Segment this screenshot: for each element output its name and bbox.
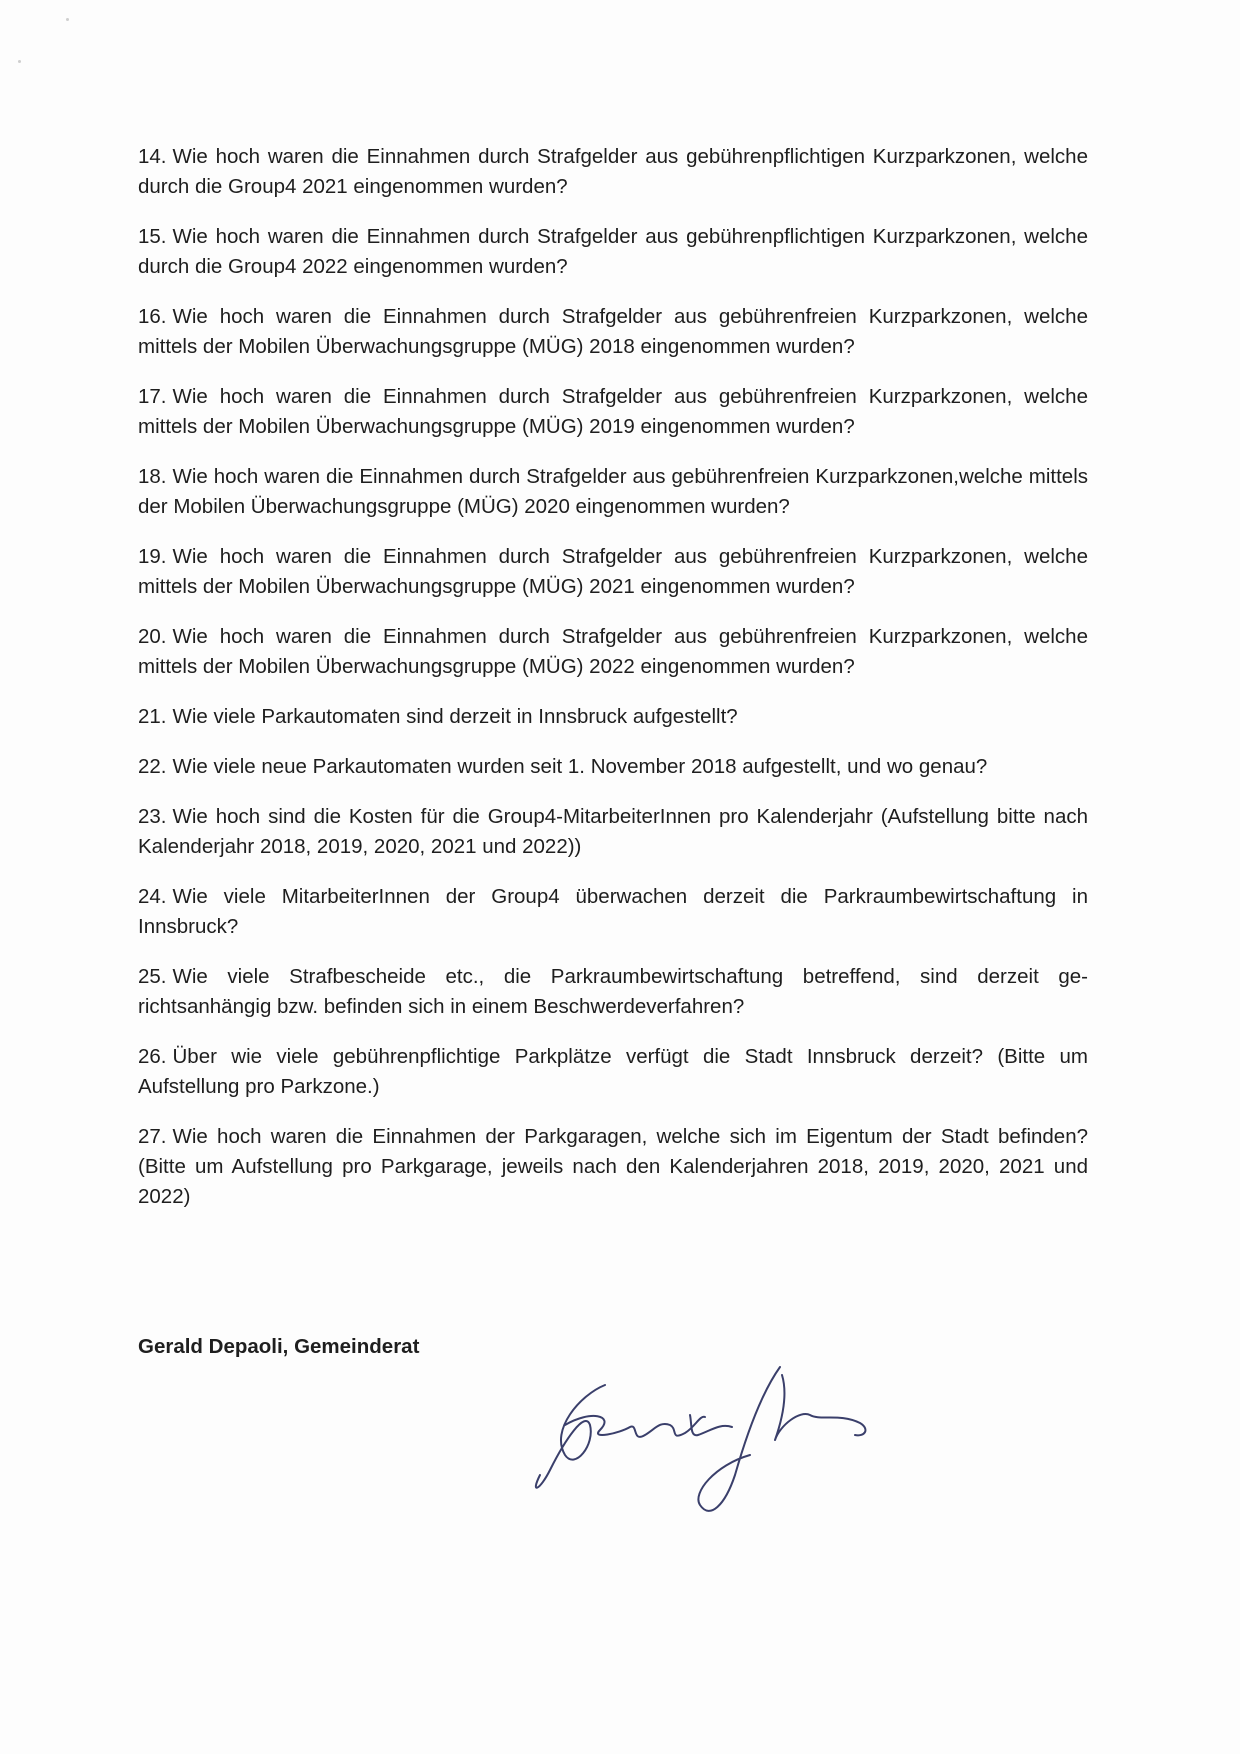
question-text: Wie hoch waren die Einnahmen durch Strafgelder aus gebührenfreien Kurzparkzonen, welche mittels der Mobilen Überwachungsgruppe (MÜG) 2018 eingenommen wurden?	[138, 305, 1088, 358]
question-text: Wie viele MitarbeiterInnen der Group4 überwachen derzeit die Parkraumbewirtschaftung in Innsbruck?	[138, 885, 1088, 938]
question-item	[138, 222, 1088, 282]
question-item	[138, 462, 1088, 522]
question-item	[138, 1042, 1088, 1102]
question-text: Wie hoch waren die Einnahmen durch Strafgelder aus gebührenpflichtigen Kurzparkzonen, welche durch die Group4 2021 eingenommen wurden?	[138, 145, 1088, 198]
question-item	[138, 142, 1088, 202]
question-item	[138, 962, 1088, 1022]
question-item	[138, 542, 1088, 602]
question-text: Wie hoch waren die Einnahmen durch Strafgelder aus gebührenfreien Kurzparkzonen, welche mittels der Mobilen Überwachungsgruppe (MÜG) 2019 eingenommen wurden?	[138, 385, 1088, 438]
question-number: 17.	[138, 385, 167, 408]
question-item	[138, 882, 1088, 942]
question-number: 16.	[138, 305, 167, 328]
question-text: Wie hoch waren die Einnahmen durch Strafgelder aus gebührenpflichtigen Kurzparkzonen, welche durch die Group4 2022 eingenommen wurden?	[138, 225, 1088, 278]
question-text: Wie viele Parkautomaten sind derzeit in Innsbruck aufgestellt?	[172, 705, 738, 728]
question-number: 23.	[138, 805, 167, 828]
question-number: 14.	[138, 145, 167, 168]
handwritten-signature-icon	[520, 1355, 940, 1525]
question-item	[138, 802, 1088, 862]
question-number: 24.	[138, 885, 167, 908]
scan-speck	[18, 60, 21, 63]
question-number: 22.	[138, 755, 167, 778]
question-text: Wie hoch waren die Einnahmen durch Strafgelder aus gebührenfreien Kurzparkzonen, welche mittels der Mobilen Überwachungsgruppe (MÜG) 2021 eingenommen wurden?	[138, 545, 1088, 598]
question-number: 26.	[138, 1045, 167, 1068]
author-signature-line: Gerald Depaoli, Gemeinderat	[138, 1335, 420, 1358]
question-number: 21.	[138, 705, 167, 728]
question-text: Wie hoch waren die Einnahmen durch Strafgelder aus gebührenfreien Kurzparkzonen, welche mittels der Mobilen Überwachungsgruppe (MÜG) 2022 eingenommen wurden?	[138, 625, 1088, 678]
question-text: Wie viele neue Parkautomaten wurden seit 1. November 2018 aufgestellt, und wo genau?	[172, 755, 988, 778]
question-number: 15.	[138, 225, 167, 248]
question-item	[138, 752, 1088, 782]
question-item	[138, 702, 1088, 732]
question-text: Wie hoch waren die Einnahmen durch Strafgelder aus gebührenfreien Kurzparkzonen,welche mittels der Mobilen Überwachungsgruppe (MÜG) 2020 eingenommen wurden?	[138, 465, 1088, 518]
question-text: Über wie viele gebührenpflichtige Parkplätze verfügt die Stadt Innsbruck derzeit? (Bitte um Aufstellung pro Parkzone.)	[138, 1045, 1088, 1098]
scan-speck	[66, 18, 69, 21]
question-list	[138, 142, 1088, 1232]
question-item	[138, 622, 1088, 682]
question-number: 20.	[138, 625, 167, 648]
question-item	[138, 382, 1088, 442]
question-item	[138, 1122, 1088, 1212]
question-text: Wie hoch sind die Kosten für die Group4-MitarbeiterInnen pro Kalenderjahr (Aufstellung bitte nach Kalenderjahr 2018, 2019, 2020, 2021 und 2022))	[138, 805, 1088, 858]
question-number: 25.	[138, 965, 167, 988]
question-number: 19.	[138, 545, 167, 568]
question-number: 27.	[138, 1125, 167, 1148]
question-text: Wie hoch waren die Einnahmen der Parkgaragen, welche sich im Eigentum der Stadt befinden? (Bitte um Aufstellung pro Parkgarage, jeweils nach den Kalenderjahren 2018, 2019, 2020, 2021 und 2022)	[138, 1125, 1088, 1208]
question-text: Wie viele Strafbescheide etc., die Parkraumbewirtschaftung betreffend, sind derzeit gerichtsanhängig bzw. befinden sich in einem Beschwerdeverfahren?	[138, 965, 1088, 1018]
question-item	[138, 302, 1088, 362]
question-number: 18.	[138, 465, 167, 488]
